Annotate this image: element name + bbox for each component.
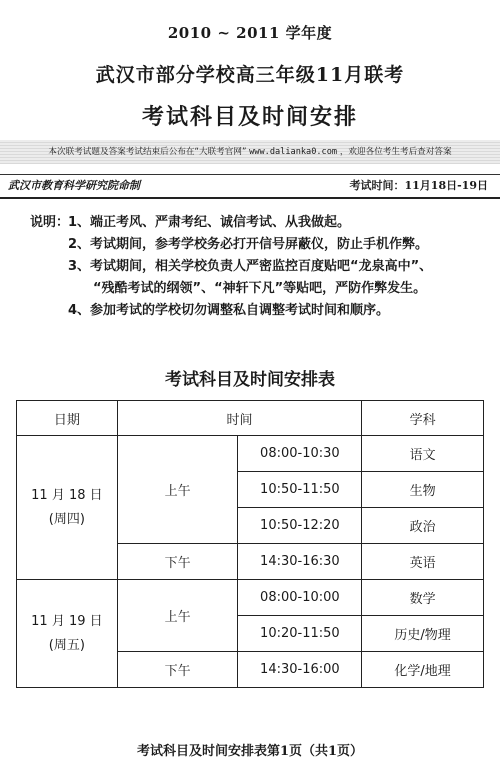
table-header-row [17, 401, 484, 436]
page-title: 考试科目及时间安排 [141, 105, 358, 130]
organizer: 武汉市教育科学研究院命制 [8, 179, 140, 192]
time-cell: 08:00-10:00 [238, 580, 362, 616]
time-cell: 10:20-11:50 [238, 616, 362, 652]
time-cell: 14:30-16:00 [238, 652, 362, 688]
note-item: 4、参加考试的学校切勿调整私自调整考试时间和顺序。 [68, 303, 390, 318]
time-cell: 10:50-12:20 [238, 508, 362, 544]
note-text: 1、端正考风、严肃考纪、诚信考试、从我做起。 [68, 215, 351, 230]
header-subject: 学科 [362, 401, 484, 436]
time-cell: 10:50-11:50 [238, 472, 362, 508]
date: 11 月 19 日 [31, 613, 103, 629]
weekday: (周五) [48, 637, 85, 653]
date-cell [17, 580, 118, 688]
note-item: 2、考试期间，参考学校务必打开信号屏蔽仪，防止手机作弊。 [68, 237, 429, 252]
header-date: 日期 [17, 401, 118, 436]
date: 11 月 18 日 [31, 487, 103, 503]
notice-banner [0, 140, 500, 164]
page-footer: 考试科目及时间安排表第1页（共1页） [136, 744, 364, 759]
notice-prefix: 本次联考试题及答案考试结束后公布在“大联考官网” [48, 147, 247, 157]
subject-cell: 生物 [362, 472, 484, 508]
table-row [17, 436, 484, 472]
subject-cell: 政治 [362, 508, 484, 544]
period-cell: 下午 [117, 652, 238, 688]
note-item [30, 212, 490, 234]
note-item: 3、考试期间，相关学校负责人严密监控百度贴吧“龙泉高中”、 [68, 259, 433, 274]
period-cell: 上午 [117, 580, 238, 652]
notice-suffix: ，欢迎各位考生考后查对答案 [339, 147, 452, 157]
time-cell: 08:00-10:30 [238, 436, 362, 472]
table-row [17, 580, 484, 616]
subject-cell: 数学 [362, 580, 484, 616]
notice-url: www.dalianka0.com [249, 147, 338, 157]
weekday: (周四) [48, 511, 85, 527]
schedule-table [16, 400, 484, 688]
subject-cell: 历史/物理 [362, 616, 484, 652]
exam-title: 武汉市部分学校高三年级11月联考 [95, 64, 405, 86]
period-cell: 下午 [117, 544, 238, 580]
header-time: 时间 [117, 401, 361, 436]
exam-dates: 考试时间：11月18日-19日 [349, 179, 488, 192]
notes-section [30, 212, 490, 322]
notes-label: 说明： [30, 215, 70, 230]
organizer-bar [0, 174, 500, 199]
time-cell: 14:30-16:30 [238, 544, 362, 580]
date-cell [17, 436, 118, 580]
subject-cell: 语文 [362, 436, 484, 472]
subject-cell: 英语 [362, 544, 484, 580]
subject-cell: 化学/地理 [362, 652, 484, 688]
table-title: 考试科目及时间安排表 [165, 370, 335, 390]
note-item: “残酷考试的纲领”、“神轩下凡”等贴吧，严防作弊发生。 [93, 281, 427, 296]
period-cell: 上午 [117, 436, 238, 544]
school-year: 2010 ~ 2011 学年度 [167, 24, 333, 42]
